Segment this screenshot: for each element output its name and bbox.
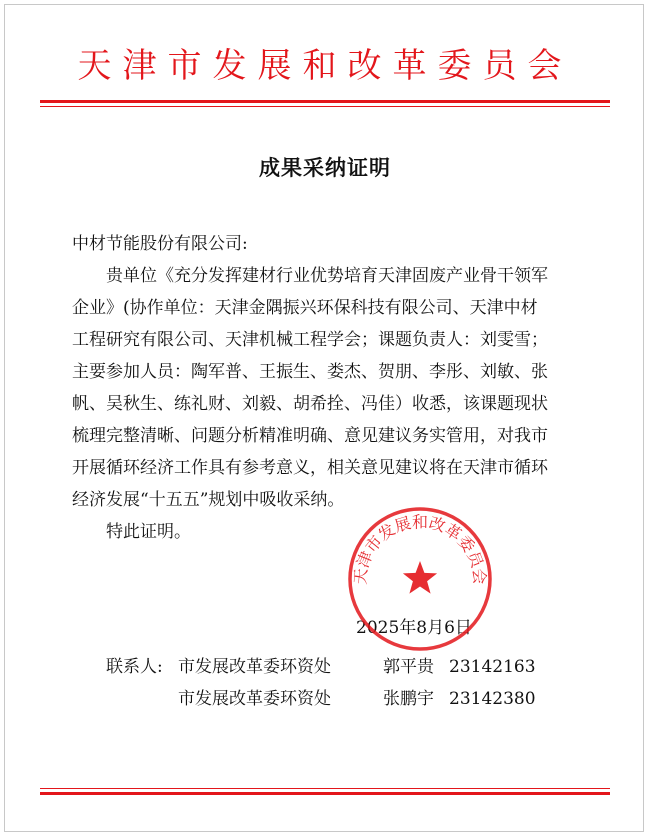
header-rule-thick bbox=[40, 100, 610, 103]
body-line-3: 工程研究有限公司、天津机械工程学会；课题负责人：刘雯雪； bbox=[72, 330, 548, 350]
seal-star-icon bbox=[403, 561, 437, 594]
official-seal bbox=[346, 505, 494, 653]
body-line-1: 贵单位《充分发挥建材行业优势培育天津固废产业骨干领军 bbox=[106, 266, 548, 286]
footer-rule-thick bbox=[40, 792, 610, 795]
svg-text:天津市发展和改革委员会: 天津市发展和改革委员会 bbox=[350, 512, 490, 586]
contact-1-phone: 23142163 bbox=[449, 657, 536, 677]
contact-label: 联系人: bbox=[106, 657, 163, 677]
body-line-5: 帆、吴秋生、练礼财、刘毅、胡希拴、冯佳）收悉，该课题现状 bbox=[72, 394, 548, 414]
body-line-8: 经济发展“十五五”规划中吸收采纳。 bbox=[72, 490, 345, 510]
header-rule-thin bbox=[40, 106, 610, 107]
contact-2-dept: 市发展改革委环资处 bbox=[178, 689, 331, 709]
recipient: 中材节能股份有限公司: bbox=[72, 234, 248, 254]
body-line-4: 主要参加人员：陶军普、王振生、娄杰、贺朋、李彤、刘敏、张 bbox=[72, 362, 548, 382]
contact-1-dept: 市发展改革委环资处 bbox=[178, 657, 331, 677]
body-line-6: 梳理完整清晰、问题分析精准明确、意见建议务实管用，对我市 bbox=[72, 426, 548, 446]
org-header: 天津市发展和改革委员会 bbox=[77, 46, 573, 86]
document-date: 2025年8月6日 bbox=[356, 618, 472, 638]
body-line-7: 开展循环经济工作具有参考意义，相关意见建议将在天津市循环 bbox=[72, 458, 548, 478]
document-title: 成果采纳证明 bbox=[259, 155, 391, 180]
body-line-2: 企业》(协作单位：天津金隅振兴环保科技有限公司、天津中材 bbox=[72, 298, 538, 318]
footer-rule-thin bbox=[40, 788, 610, 789]
contact-2-phone: 23142380 bbox=[449, 689, 536, 709]
closing-text: 特此证明。 bbox=[106, 522, 191, 542]
contact-1-name: 郭平贵 bbox=[383, 657, 434, 677]
contact-2-name: 张鹏宇 bbox=[383, 689, 434, 709]
